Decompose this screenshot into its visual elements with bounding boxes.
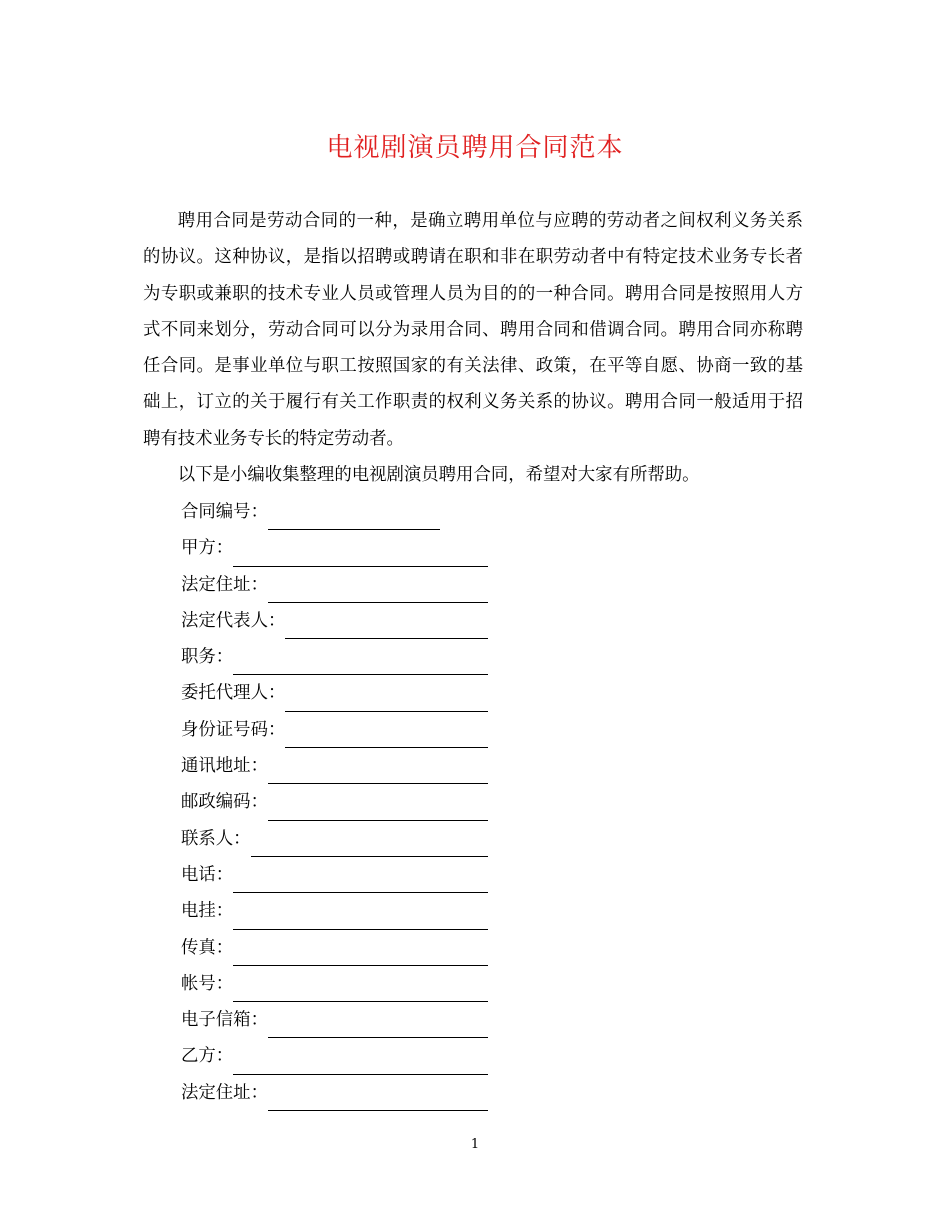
- field-label: 电挂：: [181, 901, 234, 922]
- page-number: 1: [470, 1137, 480, 1152]
- field-label: 乙方：: [181, 1046, 234, 1067]
- field-row: [181, 930, 521, 966]
- field-blank-line[interactable]: [268, 794, 488, 821]
- field-row: [181, 1038, 521, 1074]
- field-blank-line[interactable]: [268, 757, 488, 784]
- field-blank-line[interactable]: [233, 939, 488, 966]
- field-blank-line[interactable]: [268, 1011, 488, 1038]
- field-label: 电话：: [181, 864, 234, 885]
- field-blank-line[interactable]: [268, 576, 488, 603]
- field-blank-line[interactable]: [233, 903, 488, 930]
- field-label: 通讯地址：: [181, 756, 268, 777]
- field-blank-line[interactable]: [233, 540, 488, 567]
- field-blank-line[interactable]: [268, 1084, 488, 1111]
- field-label: 法定住址：: [181, 1082, 268, 1103]
- field-row: [181, 639, 521, 675]
- field-label: 甲方：: [181, 538, 234, 559]
- field-label: 传真：: [181, 937, 234, 958]
- field-row: [181, 567, 521, 603]
- field-row: [181, 821, 521, 857]
- field-row: [181, 530, 521, 566]
- field-row: [181, 1002, 521, 1038]
- field-row: [181, 966, 521, 1002]
- field-row: [181, 712, 521, 748]
- field-label: 身份证号码：: [181, 719, 286, 740]
- field-blank-line[interactable]: [285, 721, 488, 748]
- field-label: 联系人：: [181, 828, 251, 849]
- field-label: 法定住址：: [181, 574, 268, 595]
- field-label: 法定代表人：: [181, 610, 286, 631]
- field-label: 合同编号：: [181, 502, 268, 522]
- field-row: [181, 603, 521, 639]
- field-blank-line[interactable]: [233, 975, 488, 1002]
- field-row: [181, 748, 521, 784]
- field-blank-line[interactable]: [233, 648, 488, 675]
- field-label: 职务：: [181, 647, 234, 668]
- field-row: [181, 857, 521, 893]
- field-label: 电子信箱：: [181, 1010, 268, 1031]
- intro-section: [143, 203, 803, 493]
- field-blank-line[interactable]: [251, 830, 488, 857]
- field-row: [181, 1075, 521, 1111]
- field-row: [181, 893, 521, 929]
- intro-paragraph: 以下是小编收集整理的电视剧演员聘用合同，希望对大家有所帮助。: [177, 465, 700, 486]
- field-label: 委托代理人：: [181, 683, 286, 704]
- field-row: [181, 675, 521, 711]
- field-label: 邮政编码：: [181, 792, 268, 813]
- field-blank-line[interactable]: [268, 503, 440, 530]
- document-title: 电视剧演员聘用合同范本: [326, 133, 624, 163]
- intro-paragraph: 聘用合同是劳动合同的一种，是确立聘用单位与应聘的劳动者之间权利义务关系的协议。这种协议，是指以招聘或聘请在职和非在职劳动者中有特定技术业务专长者为专职或兼职的技术专业人员或管理人员为目的的一种合同。聘用合同是按照用人方式不同来划分，劳动合同可以分为录用合同、聘用合同和借调合同。聘用合同亦称聘任合同。是事业单位与职工按照国家的有关法律、政策，在平等自愿、协商一致的基础上，订立的关于履行有关工作职责的权利义务关系的协议。聘用合同一般适用于招聘有技术业务专长的特定劳动者。: [143, 211, 803, 449]
- field-blank-line[interactable]: [285, 612, 488, 639]
- field-blank-line[interactable]: [285, 685, 488, 712]
- field-row: [181, 494, 521, 530]
- field-row: [181, 784, 521, 820]
- field-label: 帐号：: [181, 973, 234, 994]
- field-blank-line[interactable]: [233, 1048, 488, 1075]
- contract-fields: [181, 494, 521, 1111]
- field-blank-line[interactable]: [233, 866, 488, 893]
